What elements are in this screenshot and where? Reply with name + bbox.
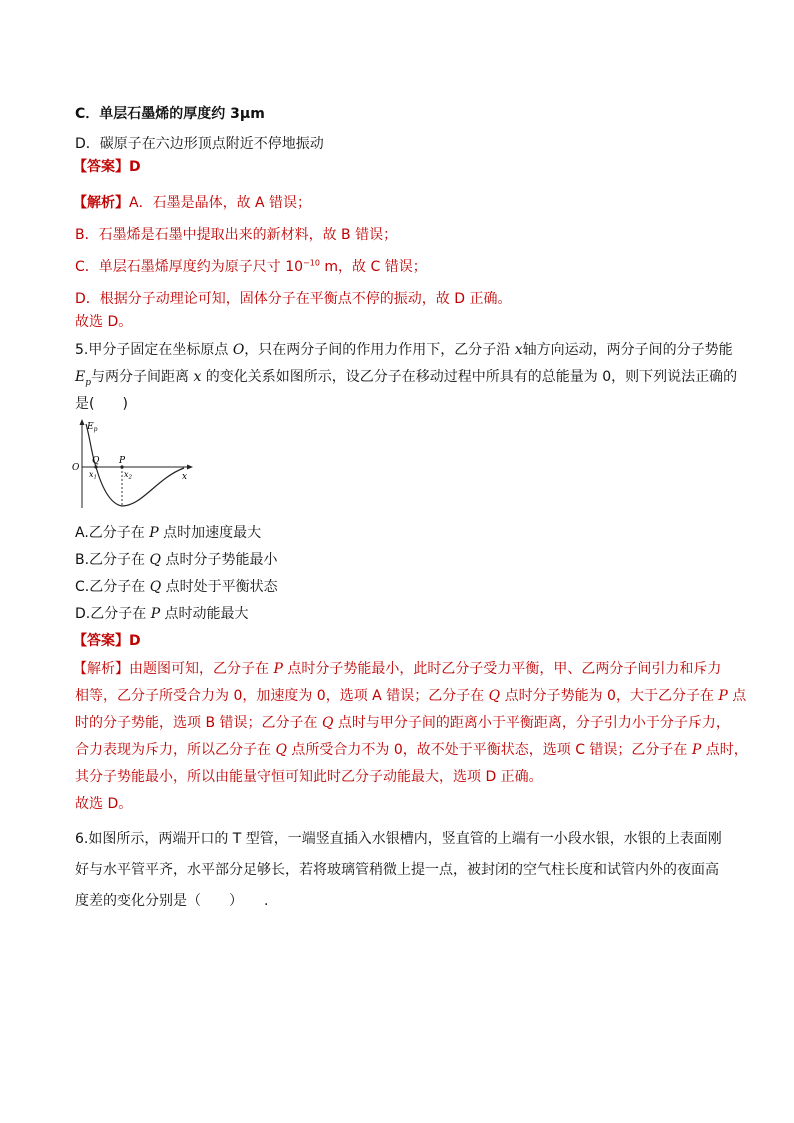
q5-stem-line-2 — [75, 367, 737, 387]
q6-stem-line-1: 6.如图所示，两端开口的 T 型管，一端竖直插入水银槽内，竖直管的上端有一小段水银，水银的上表面刚 — [75, 831, 722, 847]
q4-option-c: C．单层石墨烯的厚度约 3μm — [75, 106, 265, 122]
x-axis-label: x — [182, 472, 188, 482]
q5-stem-text: 的变化关系如图所示，设乙分子在移动过程中所具有的总能量为 0，则下列说法正确的 — [201, 369, 738, 385]
q4-analysis-d: D．根据分子动理论可知，固体分子在平衡点不停的振动，故 D 正确。 — [75, 291, 512, 307]
option-text: D.乙分子在 — [75, 606, 151, 622]
analysis-text: 相等，乙分子所受合力为 0，加速度为 0，选项 A 错误；乙分子在 — [75, 688, 489, 704]
q5-analysis-line-3 — [75, 713, 730, 733]
q4-analysis-a — [73, 193, 311, 213]
x-axis-arrow — [187, 465, 193, 470]
analysis-var: Q — [275, 742, 287, 758]
p-label: P — [119, 456, 126, 466]
q5-answer: 【答案】D — [73, 633, 141, 649]
analysis-text: 【解析】由题图可知，乙分子在 — [73, 661, 274, 677]
q5-x-var: x — [193, 369, 202, 385]
x2-label: x2 — [124, 470, 133, 481]
q5-conclusion: 故选 D。 — [75, 796, 133, 812]
q5-analysis-line-1 — [73, 659, 721, 679]
option-text: B.乙分子在 — [75, 552, 150, 568]
option-text: 点时动能最大 — [160, 606, 249, 622]
q5-ep-sub: p — [85, 377, 91, 388]
analysis-text: 点时， — [701, 742, 748, 758]
option-text: C.乙分子在 — [75, 579, 150, 595]
analysis-c-exponent: −10 — [303, 258, 320, 268]
q5-option-b — [75, 550, 277, 570]
analysis-var: Q — [488, 688, 501, 704]
q4-option-d: D．碳原子在六边形顶点附近不停地振动 — [75, 136, 324, 152]
q5-ep-var: E — [75, 369, 86, 385]
q5-option-a — [75, 523, 261, 543]
q5-stem-line-3: 是( ) — [75, 396, 128, 412]
option-var: P — [149, 525, 159, 541]
potential-curve — [86, 424, 184, 506]
option-var: Q — [149, 552, 161, 568]
origin-label: O — [72, 463, 80, 473]
analysis-text: 点时与甲分子间的距离小于平衡距离，分子引力小于分子斥力， — [333, 715, 730, 731]
y-axis-label: $E_p$ — [87, 422, 98, 433]
analysis-text: 点 — [727, 688, 747, 704]
analysis-var: P — [718, 688, 728, 704]
option-text: 点时处于平衡状态 — [161, 579, 278, 595]
q4-analysis-b: B．石墨烯是石墨中提取出来的新材料，故 B 错误； — [75, 227, 398, 243]
q4-analysis-c — [75, 257, 427, 277]
q4-answer: 【答案】D — [73, 159, 141, 175]
q4-conclusion: 故选 D。 — [75, 314, 133, 330]
q5-stem-text: 5.甲分子固定在坐标原点 — [75, 342, 233, 358]
q5-stem-line-1 — [75, 340, 733, 360]
option-text: A.乙分子在 — [75, 525, 150, 541]
q6-stem-line-2: 好与水平管平齐，水平部分足够长，若将玻璃管稍微上提一点，被封闭的空气柱长度和试管内外的夜面高 — [75, 862, 719, 878]
analysis-text: 点时分子势能最小，此时乙分子受力平衡，甲、乙两分子间引力和斥力 — [282, 661, 722, 677]
potential-energy-graph — [72, 418, 197, 510]
analysis-text: 点时分子势能为 0，大于乙分子在 — [500, 688, 719, 704]
q5-analysis-line-2 — [75, 686, 746, 706]
q5-x-var: x — [514, 342, 523, 358]
option-text: 点时加速度最大 — [158, 525, 262, 541]
analysis-var: Q — [321, 715, 334, 731]
analysis-text: 时的分子势能，选项 B 错误；乙分子在 — [75, 715, 322, 731]
y-axis-arrow — [80, 419, 85, 425]
q5-stem-text: 与两分子间距离 — [91, 369, 194, 385]
option-var: P — [150, 606, 161, 622]
x1-label: x1 — [89, 470, 98, 481]
q5-analysis-line-5: 其分子势能最小，所以由能量守恒可知此时乙分子动能最大，选项 D 正确。 — [75, 769, 543, 785]
option-var: Q — [149, 579, 162, 595]
analysis-c-pre: C．单层石墨烯厚度约为原子尺寸 10 — [75, 259, 304, 275]
analysis-a-text: A．石墨是晶体，故 A 错误； — [129, 195, 312, 211]
q5-option-d — [75, 604, 249, 624]
q5-stem-text: ，只在两分子间的作用力作用下，乙分子沿 — [244, 342, 515, 358]
q-label: Q — [92, 456, 100, 466]
q5-stem-text: 轴方向运动，两分子间的分子势能 — [522, 342, 733, 358]
option-text: 点时分子势能最小 — [161, 552, 278, 568]
q5-origin-var: O — [232, 342, 245, 358]
q5-analysis-line-4 — [75, 740, 748, 760]
analysis-text: 合力表现为斥力，所以乙分子在 — [75, 742, 276, 758]
analysis-c-post: m，故 C 错误； — [319, 259, 427, 275]
analysis-text: 点所受合力不为 0，故不处于平衡状态，选项 C 错误；乙分子在 — [286, 742, 692, 758]
analysis-var: P — [691, 742, 702, 758]
analysis-var: P — [273, 661, 283, 677]
analysis-label: 【解析】 — [73, 195, 129, 211]
q6-stem-line-3: 度差的变化分别是（ ） . — [75, 893, 269, 909]
q5-option-c — [75, 577, 278, 597]
